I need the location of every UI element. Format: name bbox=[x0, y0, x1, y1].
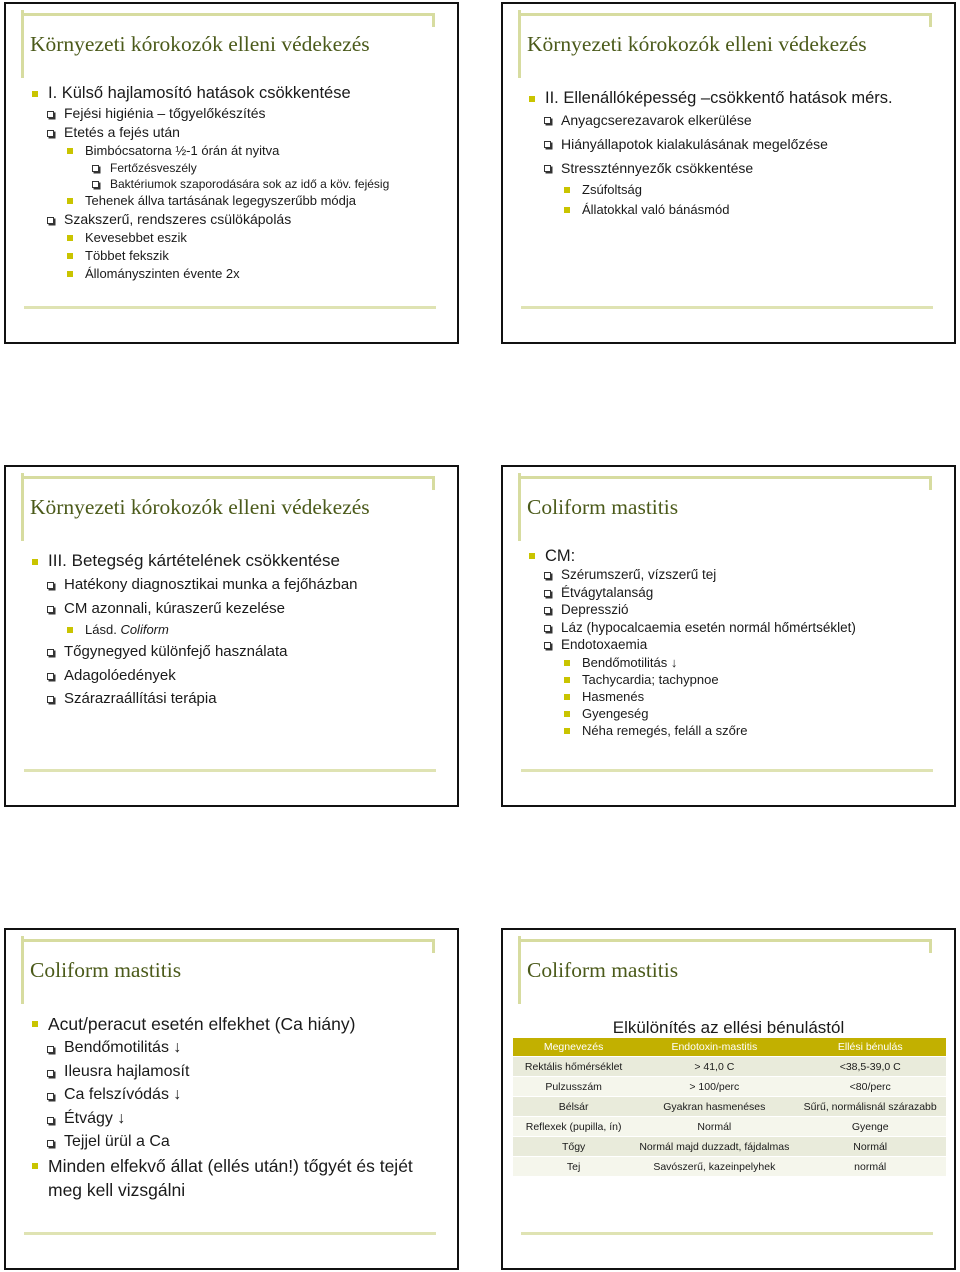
list-item: Fejési higiénia – tőgyelőkészítés bbox=[30, 104, 449, 123]
slide-4 bbox=[501, 465, 956, 807]
checkbox-bullet-icon bbox=[47, 217, 54, 224]
list-item: I. Külső hajlamosító hatások csökkentése bbox=[30, 82, 449, 104]
table-cell: Normál bbox=[794, 1137, 946, 1157]
list-item: III. Betegség kártételének csökkentése bbox=[30, 549, 449, 573]
list-item: Depresszió bbox=[527, 601, 946, 619]
list-item: Fertőzésveszély bbox=[30, 160, 449, 176]
table-cell: normál bbox=[794, 1157, 946, 1177]
table-cell: Rektális hőmérséklet bbox=[513, 1057, 634, 1077]
slide-title: Környezeti kórokozók elleni védekezés bbox=[527, 32, 867, 56]
list-item: Hiányállapotok kialakulásának megelőzése bbox=[527, 132, 946, 156]
list-item: Láz (hypocalcaemia esetén normál hőmértséklet) bbox=[527, 619, 946, 637]
list-item: Szérumszerű, vízszerű tej bbox=[527, 566, 946, 584]
square-bullet-icon bbox=[67, 271, 73, 277]
list-item: Étvágytalanság bbox=[527, 584, 946, 602]
decor-line bbox=[929, 476, 932, 490]
list-item: CM azonnali, kúraszerű kezelése bbox=[30, 597, 449, 621]
list-item: Hatékony diagnosztikai munka a fejőházban bbox=[30, 573, 449, 597]
decor-line bbox=[521, 1232, 933, 1235]
list-item: Kevesebbet eszik bbox=[30, 229, 449, 247]
table-cell: Normál bbox=[634, 1117, 794, 1137]
square-bullet-icon bbox=[67, 627, 73, 633]
list-item: Többet fekszik bbox=[30, 247, 449, 265]
list-item: Ca felszívódás ↓ bbox=[30, 1083, 449, 1107]
list-item: Tehenek állva tartásának legegyszerűbb módja bbox=[30, 192, 449, 210]
list-item: Stresszténnyezők csökkentése bbox=[527, 156, 946, 180]
checkbox-bullet-icon bbox=[92, 165, 99, 172]
table-row bbox=[513, 1097, 946, 1117]
decor-line bbox=[21, 476, 433, 479]
list-item: Állatokkal való bánásmód bbox=[527, 200, 946, 220]
checkbox-bullet-icon bbox=[544, 572, 551, 579]
table-cell: <80/perc bbox=[794, 1077, 946, 1097]
square-bullet-icon bbox=[564, 207, 570, 213]
list-item: Tőgynegyed különfejő használata bbox=[30, 640, 449, 664]
list-item: Gyengeség bbox=[527, 705, 946, 722]
table-cell: Savószerű, kazeinpelyhek bbox=[634, 1157, 794, 1177]
square-bullet-icon bbox=[564, 660, 570, 666]
table-header-row bbox=[513, 1038, 946, 1057]
slide-title: Coliform mastitis bbox=[527, 495, 679, 519]
table-cell: Tej bbox=[513, 1157, 634, 1177]
list-item: CM: bbox=[527, 546, 946, 566]
checkbox-bullet-icon bbox=[544, 607, 551, 614]
table-cell: > 41,0 C bbox=[634, 1057, 794, 1077]
decor-line bbox=[21, 939, 433, 942]
square-bullet-icon bbox=[564, 728, 570, 734]
decor-line bbox=[521, 306, 933, 309]
checkbox-bullet-icon bbox=[47, 1093, 54, 1100]
table-cell: > 100/perc bbox=[634, 1077, 794, 1097]
square-bullet-icon bbox=[529, 96, 535, 102]
checkbox-bullet-icon bbox=[92, 181, 99, 188]
list-item: Bendőmotilitás ↓ bbox=[527, 654, 946, 671]
list-item: Anyagcserezavarok elkerülése bbox=[527, 108, 946, 132]
checkbox-bullet-icon bbox=[47, 111, 54, 118]
decor-line bbox=[521, 769, 933, 772]
decor-line bbox=[21, 13, 433, 16]
slide-body bbox=[527, 546, 946, 739]
column-header: Ellési bénulás bbox=[794, 1038, 946, 1057]
square-bullet-icon bbox=[32, 91, 38, 97]
square-bullet-icon bbox=[67, 253, 73, 259]
slide-6 bbox=[501, 928, 956, 1270]
list-item: Hasmenés bbox=[527, 688, 946, 705]
decor-line bbox=[24, 306, 436, 309]
decor-line bbox=[21, 936, 24, 1004]
slide-title: Környezeti kórokozók elleni védekezés bbox=[30, 495, 370, 519]
list-item: Étvágy ↓ bbox=[30, 1107, 449, 1131]
list-item: Adagolóedények bbox=[30, 664, 449, 688]
list-item: Szakszerű, rendszeres csülökápolás bbox=[30, 210, 449, 229]
checkbox-bullet-icon bbox=[47, 1070, 54, 1077]
square-bullet-icon bbox=[564, 677, 570, 683]
table-title: Elkülönítés az ellési bénulástól bbox=[612, 1018, 845, 1037]
slide-title: Coliform mastitis bbox=[30, 958, 182, 982]
table-cell: Bélsár bbox=[513, 1097, 634, 1117]
decor-line bbox=[21, 473, 24, 541]
checkbox-bullet-icon bbox=[47, 130, 54, 137]
table-row bbox=[513, 1077, 946, 1097]
square-bullet-icon bbox=[32, 1163, 38, 1169]
square-bullet-icon bbox=[67, 198, 73, 204]
slide-body bbox=[30, 549, 449, 711]
slide-3 bbox=[4, 465, 459, 807]
list-item: Bendőmotilitás ↓ bbox=[30, 1036, 449, 1060]
list-item: Minden elfekvő állat (ellés után!) tőgyét és tejét meg kell vizsgálni bbox=[30, 1154, 433, 1202]
table-row bbox=[513, 1137, 946, 1157]
list-item: Néha remegés, feláll a szőre bbox=[527, 722, 946, 739]
slide-body bbox=[30, 82, 449, 283]
table-cell: Reflexek (pupilla, ín) bbox=[513, 1117, 634, 1137]
square-bullet-icon bbox=[67, 148, 73, 154]
table-row bbox=[513, 1157, 946, 1177]
decor-line bbox=[24, 1232, 436, 1235]
list-item: Acut/peracut esetén elfekhet (Ca hiány) bbox=[30, 1012, 449, 1036]
table-cell: Sűrű, normálisnál szárazabb bbox=[794, 1097, 946, 1117]
decor-line bbox=[24, 769, 436, 772]
slide-title: Coliform mastitis bbox=[527, 958, 679, 982]
slide-body bbox=[30, 1012, 449, 1202]
column-header: Megnevezés bbox=[513, 1038, 634, 1057]
table-cell: Pulzusszám bbox=[513, 1077, 634, 1097]
decor-line bbox=[518, 473, 521, 541]
table-row bbox=[513, 1117, 946, 1137]
slide-2 bbox=[501, 2, 956, 344]
square-bullet-icon bbox=[529, 553, 535, 559]
checkbox-bullet-icon bbox=[47, 606, 54, 613]
list-item: Lásd. Coliform bbox=[30, 620, 449, 640]
checkbox-bullet-icon bbox=[544, 590, 551, 597]
square-bullet-icon bbox=[32, 559, 38, 565]
square-bullet-icon bbox=[564, 187, 570, 193]
list-item: Baktériumok szaporodására sok az idő a köv. fejésig bbox=[30, 176, 449, 192]
decor-line bbox=[432, 476, 435, 490]
square-bullet-icon bbox=[564, 694, 570, 700]
checkbox-bullet-icon bbox=[47, 1140, 54, 1147]
table-cell: Gyakran hasmenéses bbox=[634, 1097, 794, 1117]
checkbox-bullet-icon bbox=[47, 673, 54, 680]
slide-5 bbox=[4, 928, 459, 1270]
square-bullet-icon bbox=[564, 711, 570, 717]
decor-line bbox=[929, 13, 932, 27]
list-item: Tachycardia; tachypnoe bbox=[527, 671, 946, 688]
table-cell: Gyenge bbox=[794, 1117, 946, 1137]
decor-line bbox=[518, 936, 521, 1004]
checkbox-bullet-icon bbox=[544, 141, 551, 148]
checkbox-bullet-icon bbox=[47, 582, 54, 589]
decor-line bbox=[518, 939, 930, 942]
list-item: Állományszinten évente 2x bbox=[30, 265, 449, 283]
square-bullet-icon bbox=[32, 1021, 38, 1027]
table-cell: <38,5-39,0 C bbox=[794, 1057, 946, 1077]
checkbox-bullet-icon bbox=[47, 1117, 54, 1124]
checkbox-bullet-icon bbox=[544, 117, 551, 124]
table-cell: Tőgy bbox=[513, 1137, 634, 1157]
decor-line bbox=[518, 10, 521, 78]
list-item: II. Ellenállóképesség –csökkentő hatások mérs. bbox=[527, 88, 925, 108]
checkbox-bullet-icon bbox=[544, 625, 551, 632]
checkbox-bullet-icon bbox=[544, 642, 551, 649]
checkbox-bullet-icon bbox=[47, 649, 54, 656]
decor-line bbox=[518, 476, 930, 479]
slide-title: Környezeti kórokozók elleni védekezés bbox=[30, 32, 370, 56]
decor-line bbox=[432, 13, 435, 27]
decor-line bbox=[518, 13, 930, 16]
table-cell: Normál majd duzzadt, fájdalmas bbox=[634, 1137, 794, 1157]
list-item: Etetés a fejés után bbox=[30, 123, 449, 142]
slide-body bbox=[527, 88, 946, 220]
decor-line bbox=[21, 10, 24, 78]
decor-line bbox=[929, 939, 932, 953]
list-item: Szárazraállítási terápia bbox=[30, 687, 449, 711]
column-header: Endotoxin-mastitis bbox=[634, 1038, 794, 1057]
decor-line bbox=[432, 939, 435, 953]
checkbox-bullet-icon bbox=[47, 1046, 54, 1053]
checkbox-bullet-icon bbox=[544, 165, 551, 172]
list-item: Bimbócsatorna ½-1 órán át nyitva bbox=[30, 142, 449, 160]
comparison-table bbox=[513, 1038, 946, 1177]
list-item: Zsúfoltság bbox=[527, 180, 946, 200]
slide-1 bbox=[4, 2, 459, 344]
list-item: Tejjel ürül a Ca bbox=[30, 1130, 449, 1154]
list-item: Endotoxaemia bbox=[527, 636, 946, 654]
checkbox-bullet-icon bbox=[47, 696, 54, 703]
table-row bbox=[513, 1057, 946, 1077]
list-item: Ileusra hajlamosít bbox=[30, 1060, 449, 1084]
square-bullet-icon bbox=[67, 235, 73, 241]
